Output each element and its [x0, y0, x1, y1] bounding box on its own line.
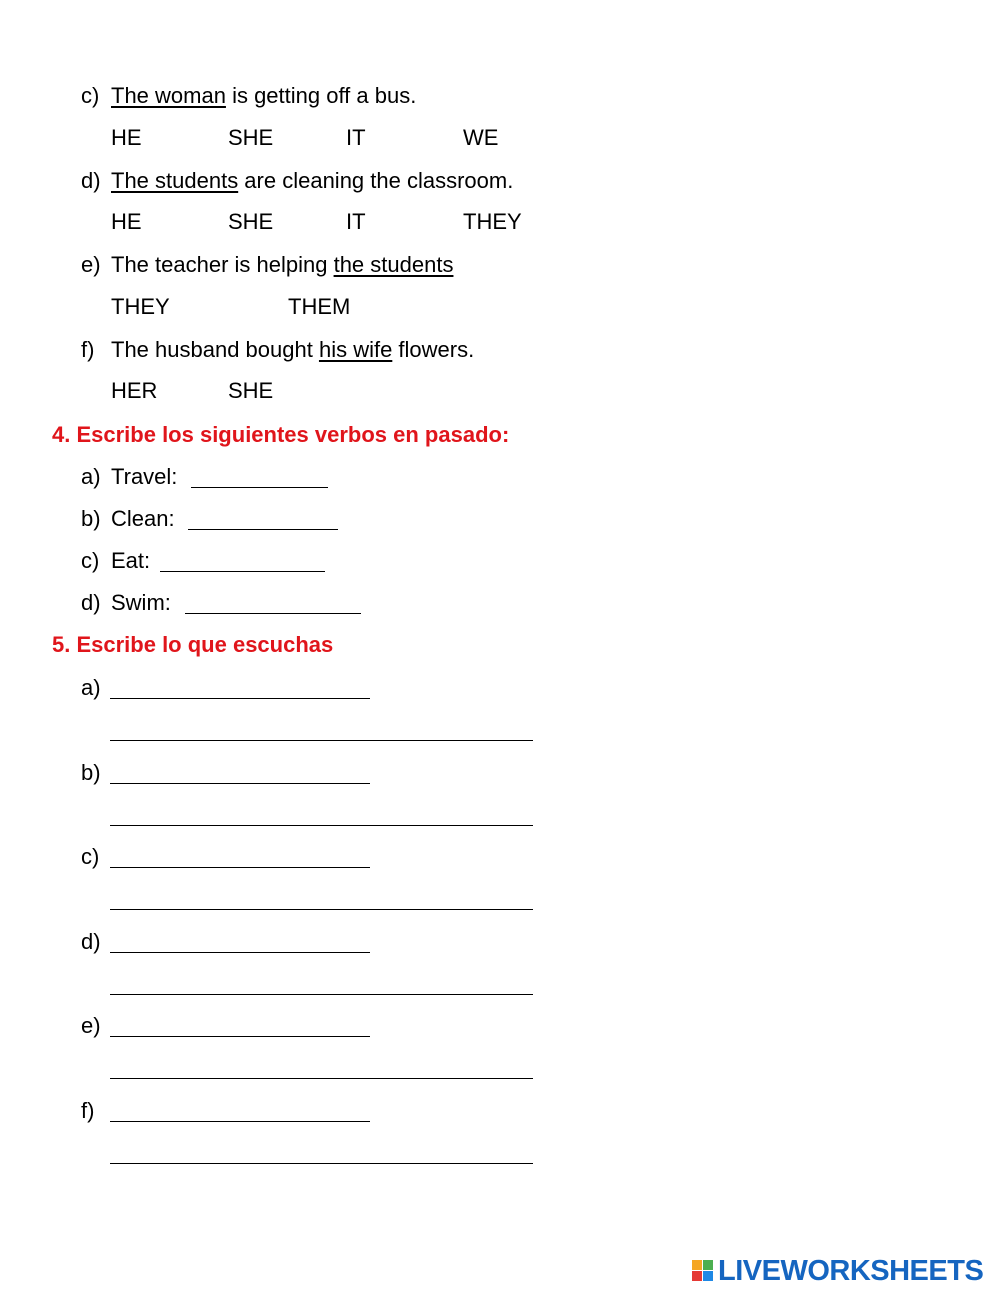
pronoun-option[interactable]: SHE [228, 378, 274, 403]
item-label: c) [81, 548, 100, 573]
item-label: e) [81, 1013, 101, 1038]
logo-square [703, 1271, 713, 1281]
answer-line[interactable] [110, 909, 533, 910]
answer-line[interactable] [110, 952, 370, 953]
item-label: b) [81, 760, 101, 785]
item-label: a) [81, 464, 101, 489]
answer-blank[interactable] [185, 613, 361, 614]
item-label: d) [81, 590, 101, 615]
item-label: f) [81, 337, 95, 362]
pronoun-option[interactable]: WE [463, 125, 499, 150]
item-label: d) [81, 929, 101, 954]
pronoun-option[interactable]: THEY [111, 294, 170, 319]
answer-line[interactable] [110, 698, 370, 699]
underlined-object: the students [333, 252, 454, 277]
item-label: a) [81, 675, 101, 700]
underlined-object: his wife [318, 337, 393, 362]
answer-blank[interactable] [191, 487, 328, 488]
section-4-heading: 4. Escribe los siguientes verbos en pasado: [52, 422, 510, 447]
item-label: f) [81, 1098, 95, 1123]
answer-line[interactable] [110, 1163, 533, 1164]
item-label: d) [81, 168, 101, 193]
liveworksheets-logo-icon [692, 1260, 714, 1282]
pronoun-option[interactable]: IT [346, 209, 366, 234]
item-sentence: The teacher is helping the students [111, 252, 454, 277]
answer-line[interactable] [110, 867, 370, 868]
logo-text: LIVEWORKSHEETS [718, 1254, 984, 1287]
pronoun-option[interactable]: IT [346, 125, 366, 150]
pronoun-option[interactable]: HER [111, 378, 158, 403]
verb-text: Swim: [111, 590, 171, 615]
answer-line[interactable] [110, 1078, 533, 1079]
item-sentence: The students are cleaning the classroom. [111, 168, 514, 193]
item-label: c) [81, 83, 100, 108]
underlined-subject: The students [111, 168, 239, 193]
answer-line[interactable] [110, 1121, 370, 1122]
verb-text: Travel: [111, 464, 178, 489]
pronoun-option[interactable]: HE [111, 125, 142, 150]
answer-line[interactable] [110, 1036, 370, 1037]
pronoun-option[interactable]: THEM [288, 294, 351, 319]
answer-blank[interactable] [188, 529, 338, 530]
verb-text: Clean: [111, 506, 175, 531]
answer-blank[interactable] [160, 571, 325, 572]
logo-square [692, 1260, 702, 1270]
answer-line[interactable] [110, 783, 370, 784]
verb-text: Eat: [111, 548, 151, 573]
answer-line[interactable] [110, 740, 533, 741]
item-sentence: The husband bought his wife flowers. [111, 337, 475, 362]
item-sentence: The woman is getting off a bus. [111, 83, 417, 108]
pronoun-option[interactable]: HE [111, 209, 142, 234]
item-label: e) [81, 252, 101, 277]
logo-square [703, 1260, 713, 1270]
underlined-subject: The woman [111, 83, 226, 108]
item-label: c) [81, 844, 100, 869]
answer-line[interactable] [110, 994, 533, 995]
answer-line[interactable] [110, 825, 533, 826]
pronoun-option[interactable]: SHE [228, 125, 274, 150]
item-label: b) [81, 506, 101, 531]
pronoun-option[interactable]: SHE [228, 209, 274, 234]
liveworksheets-logo [692, 1256, 983, 1286]
section-5-heading: 5. Escribe lo que escuchas [52, 632, 334, 657]
logo-square [692, 1271, 702, 1281]
pronoun-option[interactable]: THEY [463, 209, 522, 234]
